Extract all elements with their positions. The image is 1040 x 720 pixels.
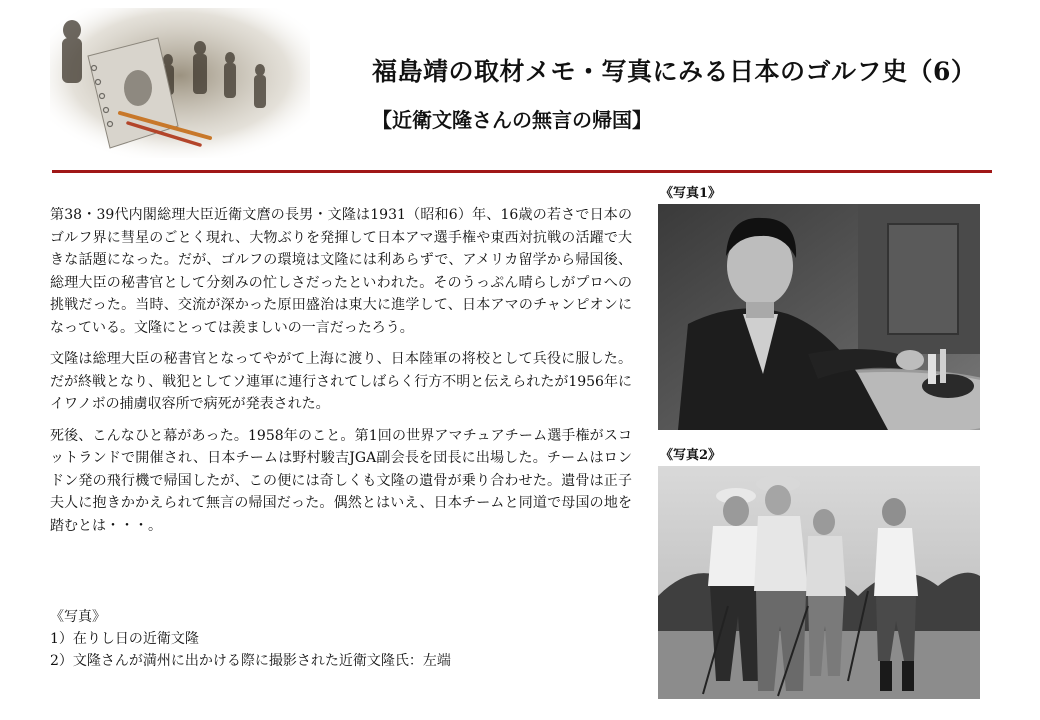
photo-captions xyxy=(50,606,632,672)
article-subtitle: 【近衛文隆さんの無言の帰国】 xyxy=(372,108,652,132)
photo2-label: 《写真2》 xyxy=(660,448,722,463)
caption-item: 2）文隆さんが満州に出かける際に撮影された近衛文隆氏：左端 xyxy=(50,653,451,669)
photo-portrait xyxy=(658,204,980,430)
article-body xyxy=(50,204,632,546)
header-collage-image xyxy=(50,8,310,158)
page-title: 福島靖の取材メモ・写真にみる日本のゴルフ史（6） xyxy=(372,57,977,86)
article-paragraph: 死後、こんなひと幕があった。1958年のこと。第1回の世界アマチュアチーム選手権がスコットランドで開催され、日本チームは野村駿吉JGA副会長を団長に出場した。チームはロンドン発の飛行機で帰国したが、この便には奇しくも文隆の遺骨が乗り合わせた。遺骨は正子夫人に抱きかかえられて無言の帰国だった。偶然とはいえ、日本チームと同道で母国の地を踏むとは・・・。 xyxy=(50,427,632,534)
captions-heading: 《写真》 xyxy=(50,609,106,625)
header-divider xyxy=(52,170,992,173)
photo-golfers xyxy=(658,466,980,699)
article-paragraph: 文隆は総理大臣の秘書官となってやがて上海に渡り、日本陸軍の将校として兵役に服した。だが終戦となり、戦犯としてソ連軍に連行されてしばらく行方不明と伝えられたが1956年にイワノボの捕虜収容所で病死が発表された。 xyxy=(50,351,632,412)
photo1-label: 《写真1》 xyxy=(660,186,722,201)
article-paragraph: 第38・39代内閣総理大臣近衛文麿の長男・文隆は1931（昭和6）年、16歳の若さで日本のゴルフ界に彗星のごとく現れ、大物ぶりを発揮して日本アマ選手権や東西対抗戦の活躍で大きな話題になった。だが、ゴルフの環境は文隆には利あらずで、アメリカ留学から帰国後、総理大臣の秘書官として分刻みの忙しさだったといわれた。そのうっぷん晴らしがプロへの挑戦だった。当時、交流が深かった原田盛治は東大に進学して、日本アマのチャンピオンになっている。文隆にとっては羨ましいの一言だったろう。 xyxy=(50,207,632,336)
caption-item: 1）在りし日の近衛文隆 xyxy=(50,631,199,647)
